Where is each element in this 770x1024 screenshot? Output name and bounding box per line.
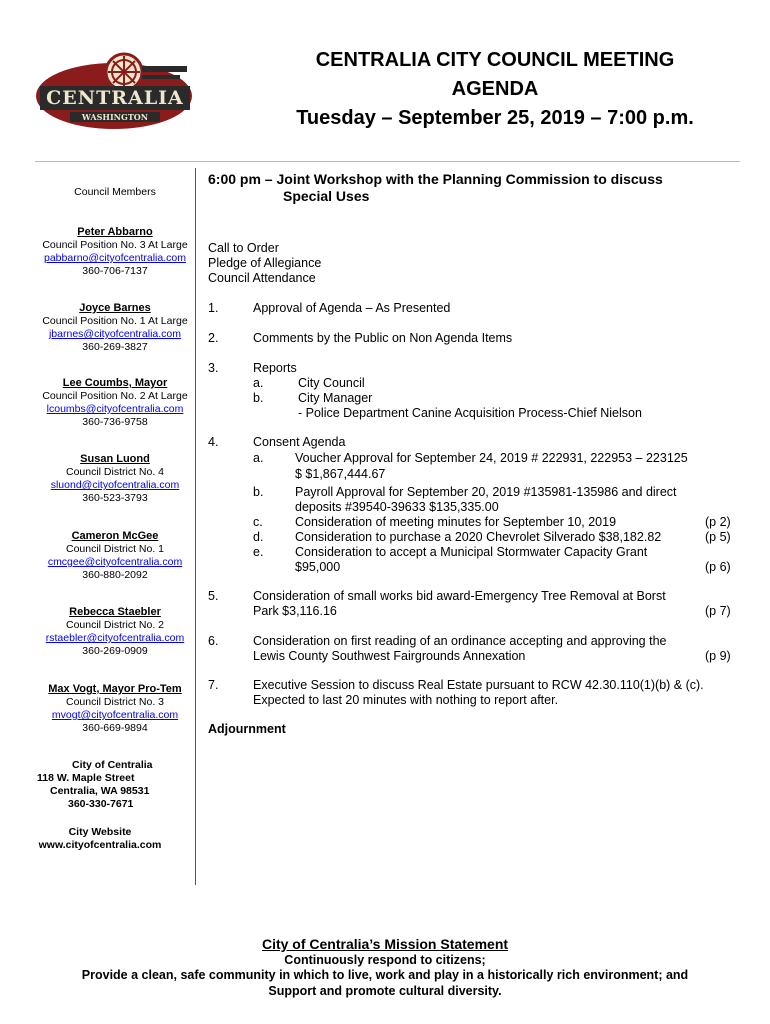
- sub-letter: c.: [253, 515, 263, 529]
- meeting-title: [220, 46, 770, 133]
- sub-text: Consideration to purchase a 2020 Chevrolet Silverado $38,182.82: [295, 530, 662, 544]
- sub-text: $95,000: [295, 560, 341, 574]
- member-name: Rebecca Staebler: [69, 606, 161, 618]
- member-phone: 360-706-7137: [82, 265, 148, 277]
- member-phone: 360-880-2092: [82, 569, 148, 581]
- logo-state: WASHINGTON: [81, 112, 149, 122]
- city-address: [15, 759, 195, 811]
- member-email-link[interactable]: jbarnes@cityofcentralia.com: [48, 328, 182, 340]
- sub-text: City Manager: [298, 391, 373, 405]
- member-name: Max Vogt, Mayor Pro-Tem: [48, 683, 182, 695]
- opening-item: Call to Order: [208, 241, 279, 255]
- member-card: [20, 226, 210, 278]
- address-line: 360-330-7671: [68, 798, 134, 810]
- member-phone: 360-269-3827: [82, 341, 148, 353]
- member-card: [20, 606, 210, 658]
- member-phone: 360-736-9758: [82, 416, 148, 428]
- item-number: 2.: [208, 331, 219, 345]
- member-phone: 360-669-9894: [82, 722, 148, 734]
- page-reference: (p 7): [705, 604, 731, 618]
- workshop-line-2: Special Uses: [283, 188, 370, 204]
- member-name: Cameron McGee: [71, 530, 159, 542]
- title-line-3: Tuesday – September 25, 2019 – 7:00 p.m.: [296, 107, 694, 129]
- member-phone: 360-269-0909: [82, 645, 148, 657]
- mission-line: Support and promote cultural diversity.: [268, 983, 502, 998]
- sub-detail: - Police Department Canine Acquisition Process-Chief Nielson: [298, 406, 642, 420]
- title-line-2: AGENDA: [451, 78, 539, 100]
- member-card: [20, 377, 210, 429]
- website-link[interactable]: www.cityofcentralia.com: [38, 839, 162, 851]
- header-divider: [35, 161, 740, 162]
- item-text: Consideration on first reading of an ordinance accepting and approving the: [253, 634, 667, 648]
- centralia-logo: [32, 48, 197, 133]
- member-position: Council District No. 2: [65, 619, 165, 631]
- member-email-link[interactable]: cmcgee@cityofcentralia.com: [47, 556, 183, 568]
- sub-letter: b.: [253, 485, 264, 499]
- sub-letter: a.: [253, 451, 264, 465]
- member-email-link[interactable]: pabbarno@cityofcentralia.com: [44, 252, 186, 264]
- item-number: 4.: [208, 435, 219, 449]
- workshop-line-1: 6:00 pm – Joint Workshop with the Planning Commission to discuss: [208, 171, 663, 187]
- item-text: Executive Session to discuss Real Estate pursuant to RCW 42.30.110(1)(b) & (c).: [253, 678, 704, 692]
- workshop-notice: [208, 171, 663, 205]
- member-phone: 360-523-3793: [82, 492, 148, 504]
- member-card: [20, 453, 210, 505]
- sub-text: deposits #39540-39633 $135,335.00: [295, 500, 499, 514]
- sub-letter: e.: [253, 545, 264, 559]
- title-line-1: CENTRALIA CITY COUNCIL MEETING: [315, 49, 675, 71]
- mission-line: Continuously respond to citizens;: [284, 952, 486, 967]
- item-number: 5.: [208, 589, 219, 603]
- website-label: City Website: [68, 826, 132, 838]
- page-reference: (p 6): [705, 560, 731, 574]
- sub-text: Consideration of meeting minutes for September 10, 2019: [295, 515, 617, 529]
- mission-line: Provide a clean, safe community in which to live, work and play in a historically rich environment; and: [81, 968, 689, 982]
- member-position: Council District No. 1: [65, 543, 165, 555]
- member-card: [20, 302, 210, 354]
- item-text: Comments by the Public on Non Agenda Items: [253, 331, 513, 345]
- item-text: Park $3,116.16: [253, 604, 337, 618]
- item-text: Reports: [253, 361, 297, 375]
- member-position: Council Position No. 3 At Large: [42, 239, 188, 251]
- sub-text: City Council: [298, 376, 365, 390]
- sub-letter: d.: [253, 530, 264, 544]
- item-number: 7.: [208, 678, 219, 692]
- sub-text: Payroll Approval for September 20, 2019 #135981-135986 and direct: [295, 485, 677, 499]
- address-line: City of Centralia: [72, 759, 153, 771]
- page-reference: (p 5): [705, 530, 731, 544]
- item-text: Approval of Agenda – As Presented: [253, 301, 451, 315]
- page-reference: (p 2): [705, 515, 731, 529]
- item-number: 1.: [208, 301, 219, 315]
- sub-letter: a.: [253, 376, 264, 390]
- item-number: 6.: [208, 634, 219, 648]
- item-text: Consent Agenda: [253, 435, 346, 449]
- sub-letter: b.: [253, 391, 264, 405]
- member-name: Joyce Barnes: [79, 302, 151, 314]
- item-text: Consideration of small works bid award-Emergency Tree Removal at Borst: [253, 589, 666, 603]
- member-name: Susan Luond: [80, 453, 150, 465]
- sub-text: Consideration to accept a Municipal Stormwater Capacity Grant: [295, 545, 648, 559]
- member-name: Lee Coumbs, Mayor: [62, 377, 168, 389]
- city-website: [10, 826, 190, 852]
- opening-item: Council Attendance: [208, 271, 316, 285]
- logo-word: CENTRALIA: [46, 87, 184, 109]
- opening-items: [208, 241, 321, 286]
- item-text: Expected to last 20 minutes with nothing to report after.: [253, 693, 559, 707]
- council-members-heading: Council Members: [74, 186, 156, 198]
- member-card: [20, 530, 210, 582]
- member-email-link[interactable]: lcoumbs@cityofcentralia.com: [46, 403, 184, 415]
- member-card: [20, 683, 210, 735]
- member-position: Council District No. 3: [65, 696, 165, 708]
- member-email-link[interactable]: mvogt@cityofcentralia.com: [51, 709, 179, 721]
- address-line: Centralia, WA 98531: [50, 785, 150, 797]
- member-position: Council Position No. 1 At Large: [42, 315, 188, 327]
- member-position: Council District No. 4: [65, 466, 165, 478]
- address-line: 118 W. Maple Street: [37, 772, 135, 784]
- mission-title: City of Centralia’s Mission Statement: [261, 936, 509, 952]
- member-position: Council Position No. 2 At Large: [42, 390, 188, 402]
- item-text: Lewis County Southwest Fairgrounds Annexation: [253, 649, 526, 663]
- opening-item: Pledge of Allegiance: [208, 256, 322, 270]
- sub-text: $ $1,867,444.67: [295, 467, 386, 481]
- member-name: Peter Abbarno: [77, 226, 153, 238]
- adjournment: Adjournment: [208, 722, 286, 736]
- item-number: 3.: [208, 361, 219, 375]
- page-reference: (p 9): [705, 649, 731, 663]
- member-email-link[interactable]: sluond@cityofcentralia.com: [50, 479, 180, 491]
- mission-statement: [0, 937, 770, 999]
- member-email-link[interactable]: rstaebler@cityofcentralia.com: [45, 632, 185, 644]
- sub-text: Voucher Approval for September 24, 2019 # 222931, 222953 – 223125: [295, 451, 688, 465]
